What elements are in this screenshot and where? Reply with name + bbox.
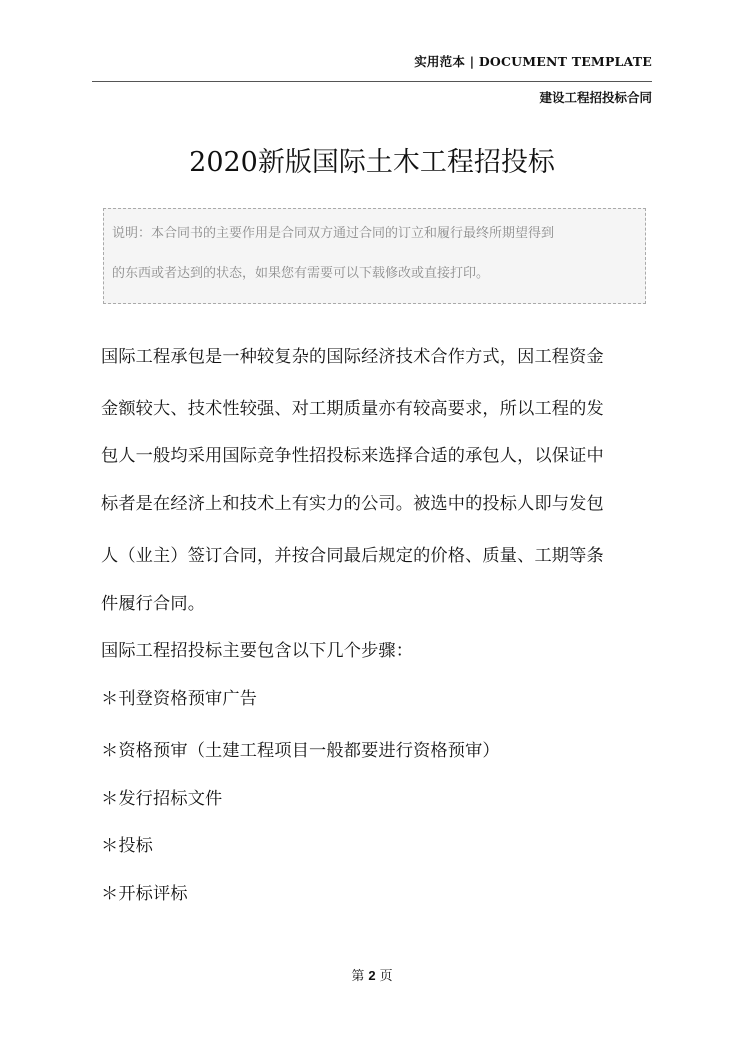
body-line: 件履行合同。	[101, 594, 206, 614]
body-line: 金额较大、技术性较强、对工期质量亦有较高要求，所以工程的发	[101, 399, 604, 419]
notice-line-1: 说明：本合同书的主要作用是合同双方通过合同的订立和履行最终所期望得到	[112, 226, 555, 241]
list-item: ＊刊登资格预审广告	[101, 689, 258, 709]
list-item: ＊投标	[101, 836, 154, 856]
header-divider	[92, 81, 652, 82]
document-title: 2020新版国际土木工程招投标	[189, 147, 555, 178]
page-number: 2	[368, 968, 376, 983]
header-document-category: 建设工程招投标合同	[539, 90, 652, 105]
notice-box	[103, 208, 646, 304]
list-item: ＊资格预审（土建工程项目一般都要进行资格预审）	[101, 741, 500, 761]
body-line: 国际工程招投标主要包含以下几个步骤：	[101, 641, 414, 661]
body-line: 标者是在经济上和技术上有实力的公司。被选中的投标人即与发包	[101, 494, 604, 514]
page-suffix: 页	[379, 969, 393, 984]
page-number-footer	[0, 965, 744, 984]
body-line: 人（业主）签订合同，并按合同最后规定的价格、质量、工期等条	[101, 546, 604, 566]
list-item: ＊开标评标	[101, 884, 188, 904]
body-line: 包人一般均采用国际竞争性招投标来选择合适的承包人，以保证中	[101, 446, 604, 466]
page-prefix: 第	[351, 969, 365, 984]
notice-line-2: 的东西或者达到的状态，如果您有需要可以下载修改或直接打印。	[112, 266, 490, 281]
header-template-label: 实用范本 | DOCUMENT TEMPLATE	[414, 54, 652, 69]
body-line: 国际工程承包是一种较复杂的国际经济技术合作方式，因工程资金	[101, 347, 604, 367]
list-item: ＊发行招标文件	[101, 789, 223, 809]
